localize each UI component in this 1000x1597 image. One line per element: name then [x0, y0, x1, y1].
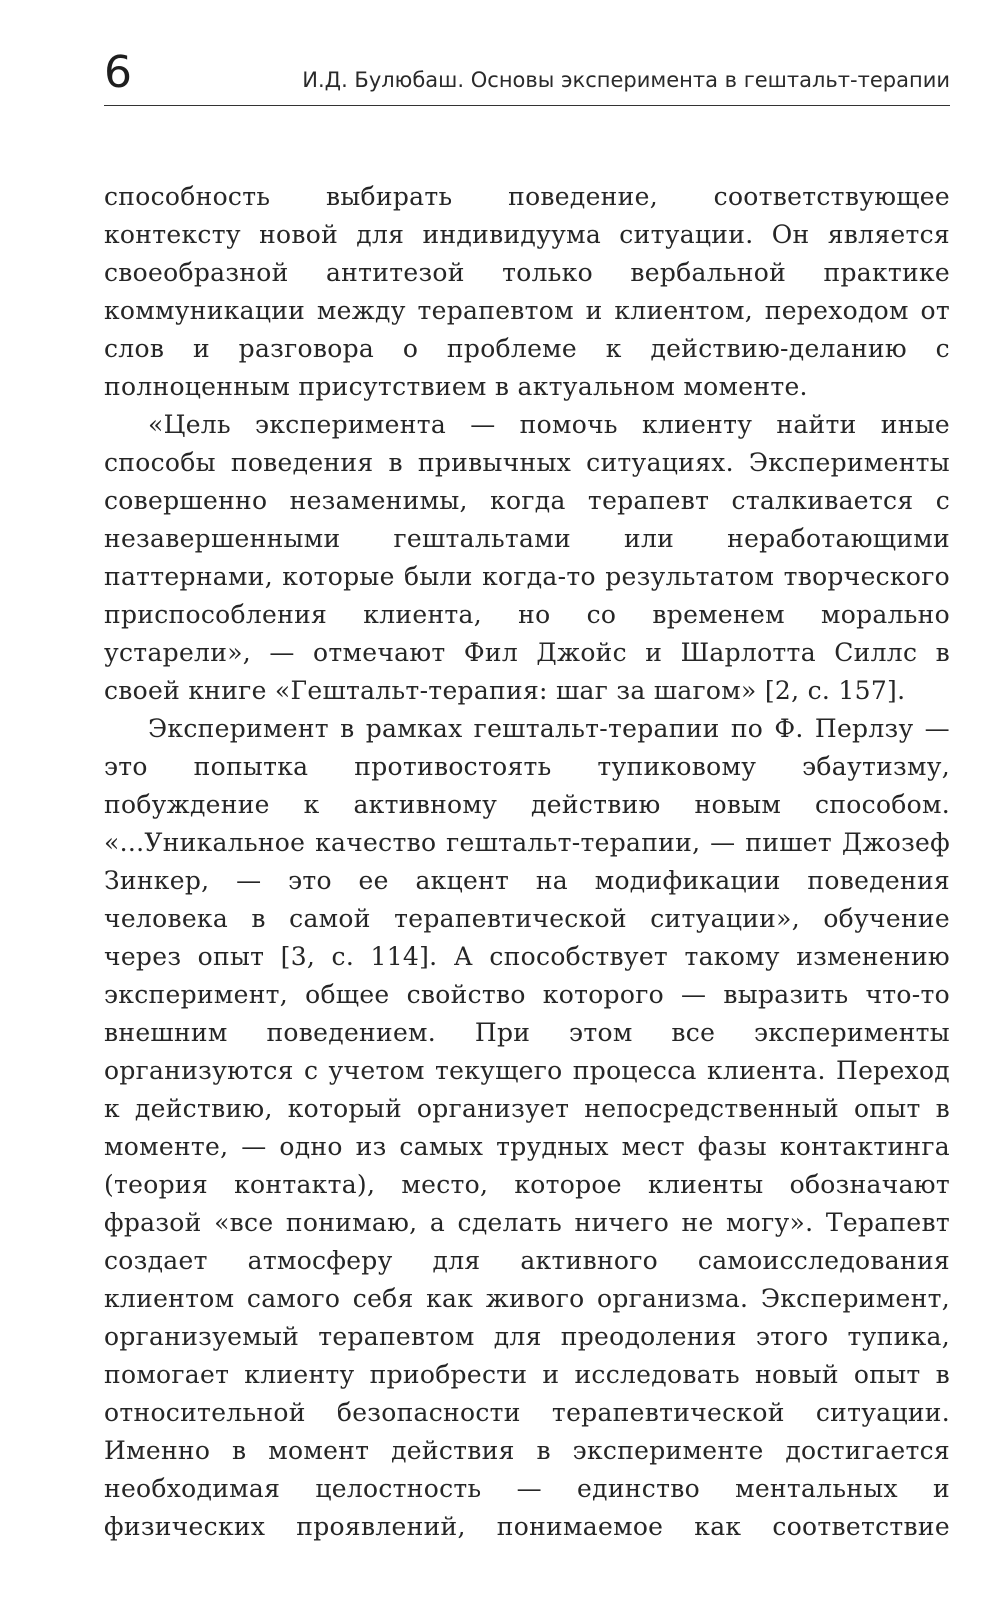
paragraph-2: «Цель эксперимента — помочь клиенту найти иные способы поведения в привычных ситуациях. Эксперименты совершенно незаменимы, когда терапевт сталкивается с незавершенными гештальтами или неработающими паттернами, которые были когда-то результатом творческого приспособления клиента, но со временем морально устарели», — отмечают Фил Джойс и Шарлотта Силлс в своей книге «Гештальт-терапия: шаг за шагом» [2, с. 157].	[104, 410, 950, 705]
book-page	[104, 40, 950, 1546]
page-number: 6	[104, 47, 132, 98]
running-header	[104, 40, 950, 106]
paragraph-3: Эксперимент в рамках гештальт-терапии по Ф. Перлзу — это попытка противостоять тупиковому эбаутизму, побуждение к активному действию новым способом. «...Уникальное качество гештальт-терапии, — пишет Джозеф Зинкер, — это ее акцент на модификации поведения человека в самой терапевтической ситуации», обучение через опыт [3, с. 114]. А способствует такому изменению эксперимент, общее свойство которого — выразить что-то внешним поведением. При этом все эксперименты организуются с учетом текущего процесса клиента. Переход к действию, который организует непосредственный опыт в моменте, — одно из самых трудных мест фазы контактинга (теория контакта), место, которое клиенты обозначают фразой «все понимаю, а сделать ничего не могу». Терапевт создает атмосферу для активного самоисследования клиентом самого себя как живого организма. Эксперимент, организуемый терапевтом для преодоления этого тупика, помогает клиенту приобрести и исследовать новый опыт в относительной безопасности терапевтической ситуации. Именно в момент действия в эксперименте достигается необходимая целостность — единство ментальных и физических проявлений, понимаемое как соответствие	[104, 714, 950, 1541]
body-text	[104, 178, 950, 1546]
book-title: И.Д. Булюбаш. Основы эксперимента в гештальт-терапии	[302, 68, 950, 92]
paragraph-1: способность выбирать поведение, соответствующее контексту новой для индивидуума ситуации. Он является своеобразной антитезой только вербальной практике коммуникации между терапевтом и клиентом, переходом от слов и разговора о проблеме к действию-деланию с полноценным присутствием в актуальном моменте.	[104, 182, 950, 401]
